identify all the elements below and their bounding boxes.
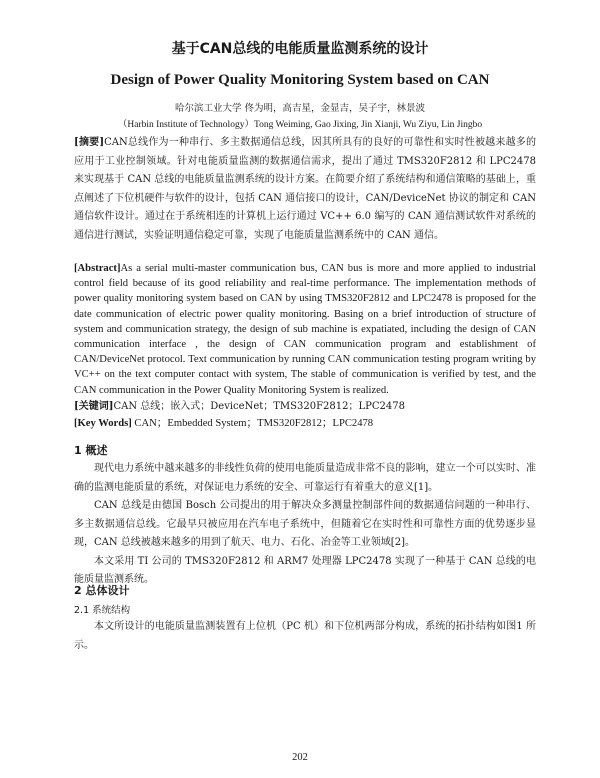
section-1-paragraph: CAN 总线是由德国 Bosch 公司提出的用于解决众多测量控制部件间的数据通信问题的一种串行、多主数据通信总线。它最早只被应用在汽车电子系统中，但随着它在实时性和可靠性方面的优势逐步显现，CAN 总线被越来越多的用到了航天、电力、石化、冶金等工业领域[2]。 (74, 500, 536, 548)
section-2-heading: 2 总体设计 (74, 584, 130, 597)
abstract-english (74, 261, 536, 398)
title-chinese: 基于CAN总线的电能质量监测系统的设计 (171, 41, 429, 57)
page-number: 202 (292, 752, 308, 763)
keywords-en-label: [Key Words] (74, 418, 132, 429)
section-1-heading: 1 概述 (74, 444, 108, 457)
section-1-paragraph: 本文采用 TI 公司的 TMS320F2812 和 ARM7 处理器 LPC2478 实现了一种基于 CAN 总线的电能质量监测系统。 (74, 555, 536, 585)
section-1-paragraph: 现代电力系统中越来越多的非线性负荷的使用电能质量造成非常不良的影响，建立一个可以实时、准确的监测电能质量的系统，对保证电力系统的安全、可靠运行有着重大的意义[1]。 (74, 463, 536, 493)
section-2 (74, 582, 536, 655)
abstract-en-text: As a serial multi-master communication bus, CAN bus is more and more applied to industrial control field because of its good reliability and real-time performance. The implementation methods of power quality monitoring system based on CAN by using TMS320F2812 and LPC2478 is proposed for the date communication of electric power quality monitoring. Basing on a brief introduction of structure of system and communication strategy, the design of sub machine is expatiated, including the design of CAN communication interface , the design of CAN communication program and establishment of CAN/DeviceNet protocol. Text communication by running CAN communication testing program writing by VC++ on the text computer contact with system, The stable of communication is verified by test, and the CAN communication in the Power Quality Monitoring System is realized. (74, 263, 536, 396)
abstract-en-label: [Abstract] (74, 263, 121, 274)
authors-chinese: 哈尔滨工业大学 佟为明，高吉星，金显吉，吴子宇，林景波 (174, 103, 426, 114)
abstract-cn-text: CAN总线作为一种串行、多主数据通信总线，因其所具有的良好的可靠性和实时性被越来越多的应用于工业控制领域。针对电能质量监测的数据通信需求，提出了通过 TMS320F2812 和 LPC2478 来实现基于 CAN 总线的电能质量监测系统的设计方案。在简要介绍了系统结构和通信策略的基础上，重点阐述了下位机硬件与软件的设计，包括 CAN 通信接口的设计，CAN/DeviceNet 协议的制定和 CAN 通信软件设计。通过在于系统相连的计算机上运行通过 VC++ 6.0 编写的 CAN 通信测试软件对系统的通信进行测试，实验证明通信稳定可靠，实现了电能质量监测系统中的 CAN 通信。 (74, 137, 537, 241)
keywords-cn-label: [关键词] (74, 401, 114, 412)
section-1 (74, 442, 536, 590)
keywords (74, 398, 536, 432)
title-english: Design of Power Quality Monitoring System based on CAN (110, 72, 490, 88)
keywords-cn-text: CAN 总线；嵌入式；DeviceNet；TMS320F2812；LPC2478 (113, 401, 405, 412)
authors-english: （Harbin Institute of Technology）Tong Weiming, Gao Jixing, Jin Xianji, Wu Ziyu, Lin Jingbo (117, 120, 483, 130)
section-2-1-heading: 2.1 系统结构 (74, 605, 131, 616)
abstract-cn-label: [摘要] (74, 137, 105, 148)
section-2-paragraph: 本文所设计的电能质量监测装置有上位机（PC 机）和下位机两部分构成，系统的拓扑结构如图1 所示。 (74, 621, 536, 651)
keywords-en-text: CAN；Embedded System；TMS320F2812；LPC2478 (131, 418, 374, 429)
abstract-chinese (74, 134, 536, 245)
